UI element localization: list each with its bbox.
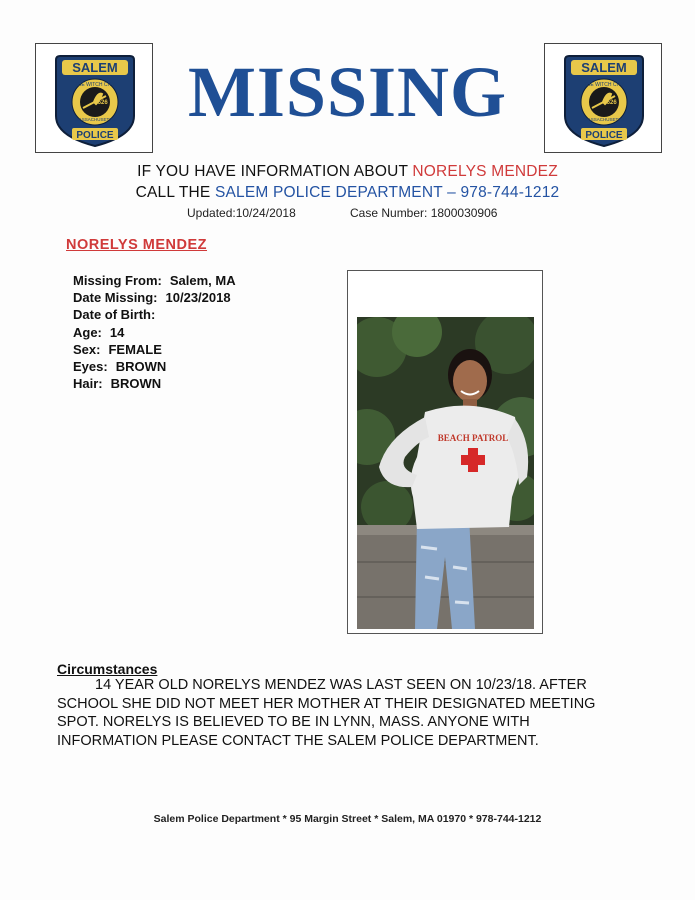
- detail-row: [73, 375, 236, 392]
- detail-value: BROWN: [110, 376, 162, 392]
- badge-year: 1626: [603, 100, 617, 106]
- badge-year: 1626: [94, 100, 108, 106]
- badge-bottom-text: POLICE: [76, 130, 114, 141]
- person-details: [73, 272, 236, 392]
- detail-row: [73, 289, 236, 306]
- badge-ring-text: THE WITCH CITY: [74, 82, 116, 88]
- detail-label: Missing From:: [73, 273, 162, 288]
- badge-top-text: SALEM: [581, 60, 627, 75]
- page-title: MISSING: [187, 52, 508, 132]
- updated-value: 10/24/2018: [235, 206, 296, 220]
- info-line-1: [0, 163, 695, 181]
- detail-label: Date Missing:: [73, 290, 158, 306]
- badge-ring-text: THE WITCH CITY: [583, 82, 625, 88]
- shirt-text: BEACH PATROL: [437, 433, 509, 443]
- salem-police-badge-icon: [54, 50, 136, 148]
- detail-row: [73, 306, 236, 323]
- detail-value: BROWN: [115, 358, 167, 374]
- detail-label: Hair:: [73, 376, 103, 392]
- updated-date: [187, 206, 296, 220]
- person-photo-illustration: [357, 317, 534, 629]
- salem-police-badge-icon: [563, 50, 645, 148]
- updated-label: Updated:: [187, 206, 236, 220]
- footer-contact: Salem Police Department * 95 Margin Street * Salem, MA 01970 * 978-744-1212: [153, 813, 542, 825]
- detail-row: [73, 272, 236, 289]
- case-value: 1800030906: [430, 206, 498, 220]
- badge-top-text: SALEM: [72, 60, 118, 75]
- info-line-2: [0, 184, 695, 202]
- badge-side-text: MASSACHUSETTS: [74, 117, 116, 122]
- detail-label: Age:: [73, 324, 102, 340]
- case-number: [350, 206, 497, 220]
- detail-value: FEMALE: [108, 341, 162, 357]
- missing-person-photo: [357, 317, 534, 629]
- detail-value: 10/23/2018: [165, 290, 231, 306]
- call-prefix: CALL THE: [135, 184, 215, 201]
- police-contact: SALEM POLICE DEPARTMENT – 978-744-1212: [214, 184, 560, 201]
- missing-person-name: NORELYS MENDEZ: [66, 237, 208, 253]
- detail-value: 14: [109, 324, 125, 340]
- info-missing-name: NORELYS MENDEZ: [412, 163, 558, 180]
- badge-bottom-text: POLICE: [585, 130, 623, 141]
- detail-label: Eyes:: [73, 358, 108, 374]
- left-badge-frame: [35, 43, 153, 153]
- circumstances-heading: Circumstances: [57, 661, 158, 677]
- detail-value: Salem, MA: [169, 273, 236, 288]
- circumstances-text: [57, 676, 617, 750]
- detail-label: Sex:: [73, 341, 101, 357]
- case-label: Case Number:: [350, 206, 431, 220]
- detail-row: [73, 358, 236, 375]
- circumstances-body: 14 YEAR OLD NORELYS MENDEZ WAS LAST SEEN ON 10/23/18. AFTER SCHOOL SHE DID NOT MEET HER MOTHER AT THEIR DESIGNATED MEETING SPOT. NORELYS IS BELIEVED TO BE IN LYNN, MASS. ANYONE WITH INFORMATION PLEASE CONTACT THE SALEM POLICE DEPARTMENT.: [57, 677, 596, 749]
- right-badge-frame: [544, 43, 662, 153]
- detail-row: [73, 341, 236, 358]
- badge-side-text: MASSACHUSETTS: [583, 117, 625, 122]
- detail-row: [73, 324, 236, 341]
- detail-label: Date of Birth:: [73, 307, 156, 323]
- info-prefix: IF YOU HAVE INFORMATION ABOUT: [137, 163, 413, 180]
